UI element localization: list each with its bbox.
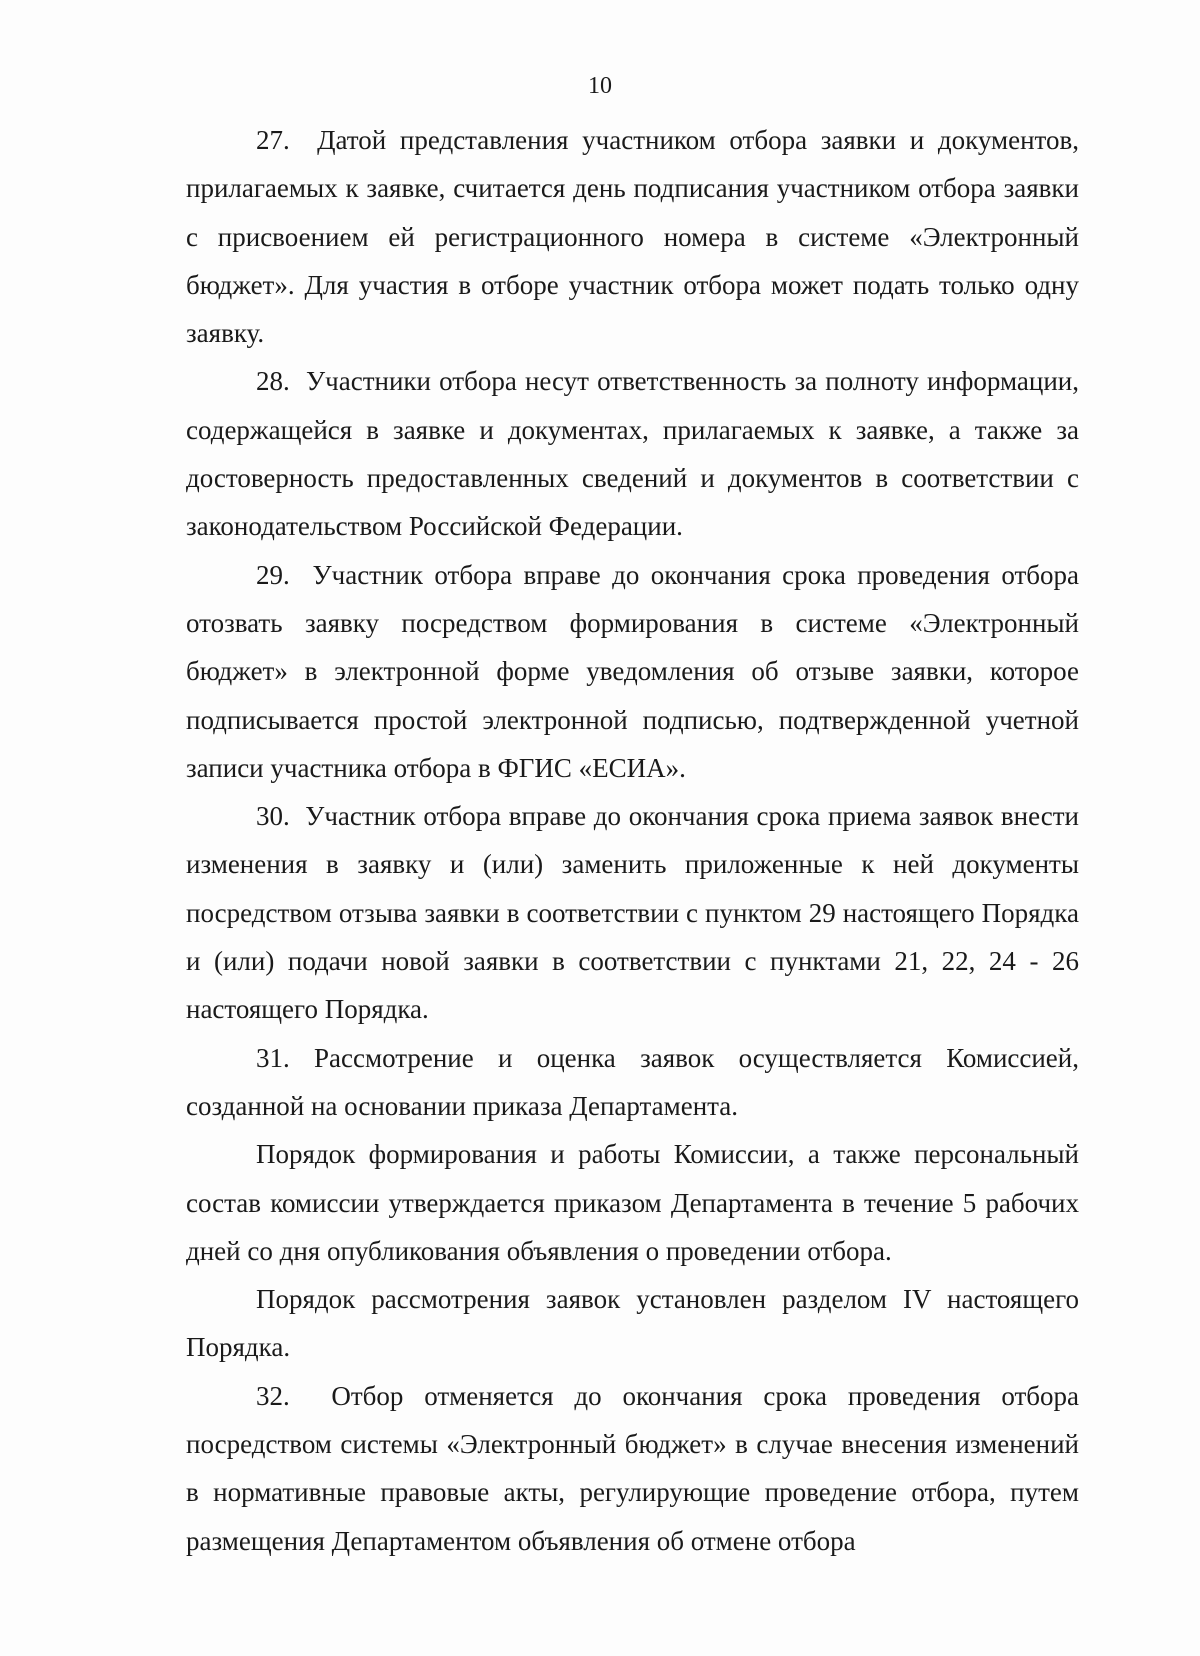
- document-body: [186, 116, 1079, 1565]
- paragraph-31: 31. Рассмотрение и оценка заявок осуществляется Комиссией, созданной на основании приказа Департамента.: [186, 1042, 1079, 1121]
- paragraph-commission-procedure: Порядок формирования и работы Комиссии, а также персональный состав комиссии утверждается приказом Департамента в течение 5 рабочих дней со дня опубликования объявления о проведении отбора.: [186, 1139, 1079, 1266]
- paragraph-30: 30. Участник отбора вправе до окончания срока приема заявок внести изменения в заявку и (или) заменить приложенные к ней документы посредством отзыва заявки в соответствии с пунктом 29 настоящего Порядка и (или) подачи новой заявки в соответствии с пунктами 21, 22, 24 - 26 настоящего Порядка.: [186, 801, 1079, 1025]
- page-number: 10: [588, 73, 612, 99]
- paragraph-32: 32. Отбор отменяется до окончания срока проведения отбора посредством системы «Электронный бюджет» в случае внесения изменений в нормативные правовые акты, регулирующие проведение отбора, путем размещения Департаментом объявления об отмене отбора: [186, 1380, 1079, 1556]
- paragraph-28: 28. Участники отбора несут ответственность за полноту информации, содержащейся в заявке и документах, прилагаемых к заявке, а также за достоверность предоставленных сведений и документов в соответствии с законодательством Российской Федерации.: [186, 366, 1079, 542]
- paragraph-review-procedure: Порядок рассмотрения заявок установлен разделом IV настоящего Порядка.: [186, 1284, 1079, 1363]
- paragraph-29: 29. Участник отбора вправе до окончания срока проведения отбора отозвать заявку посредством формирования в системе «Электронный бюджет» в электронной форме уведомления об отзыве заявки, которое подписывается простой электронной подписью, подтвержденной учетной записи участника отбора в ФГИС «ЕСИА».: [186, 559, 1079, 783]
- paragraph-27: 27. Датой представления участником отбора заявки и документов, прилагаемых к заявке, считается день подписания участником отбора заявки с присвоением ей регистрационного номера в системе «Электронный бюджет». Для участия в отборе участник отбора может подать только одну заявку.: [186, 125, 1079, 349]
